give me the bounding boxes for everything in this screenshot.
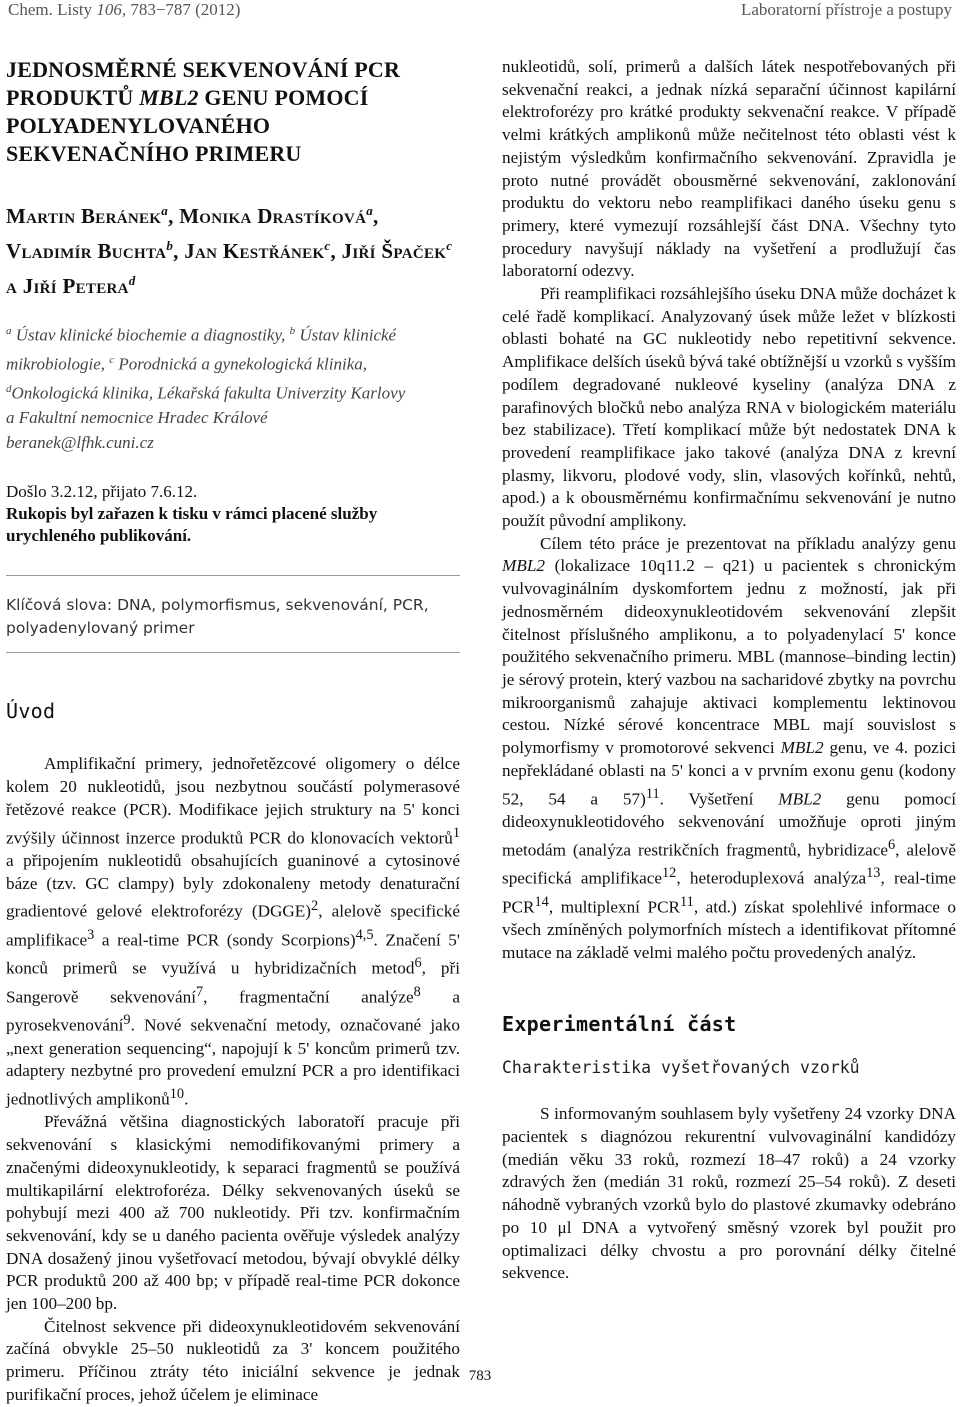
right-column (502, 56, 956, 1285)
running-header-citation (8, 0, 240, 20)
paragraph: Cílem této práce je prezentovat na příkladu analýzy genu MBL2 (lokalizace 10q11.2 – q21) u pacientek s chronickým vulvovaginálním dyskomfortem jednu z možností, jak při jednosměrném dideoxynukleotidovém sekvenování zlepšit čitelnost příslušného amplikonu, a to polyadenylací 5' konce použitého sekvenačního primeru. MBL (mannose–binding lectin) je sérový protein, který vazbou na sacharidové zbytky na povrchu mikroorganismů zahajuje aktivaci komplementu lektinovou cestou. Nízké sérové koncentrace MBL mají souvislost s polymorfismy v promotorové sekvenci MBL2 genu, ve 4. pozici nepřekládané oblasti na 5' konci a v prvním exonu genu (kodony 52, 54 a 57)$^{11}$. Vyšetření MBL2 genu pomocí dideoxynukleotidového sekvenování umožňuje oproti jiným metodám (analýza restrikčních fragmentů, hybridizace$^6$, alelově specifická amplifikace$^{12}$, heteroduplexová analýza$^{13}$, real-time PCR$^{14}$, multiplexní PCR$^{11}$, atd.) získat spolehlivé informace o všech zmíněných polymorfních místech a identifikovat přítomné mutace na základě velmi malého počtu provedených analýz. (502, 533, 956, 962)
section-heading-intro: Úvod (6, 699, 56, 724)
section-heading-experimental: Experimentální část (502, 1012, 737, 1037)
page-number: 783 (468, 1368, 492, 1384)
journal-pages: , 783−787 (2012) (121, 0, 241, 19)
author: Jan Kestřánek (184, 239, 325, 263)
author: Monika Drastíková (179, 204, 367, 228)
keywords-block (6, 575, 460, 653)
author-list: Martin Beránek$^a$, Monika Drastíková$^a$, Vladimír Buchta$^b$, Jan Kestřánek$^c$, Jiří Špaček$^c$ a Jiří Petera$^d$ (6, 203, 453, 298)
journal-volume: 106 (96, 0, 122, 19)
intro-text (6, 753, 460, 1406)
paragraph: Čitelnost sekvence při dideoxynukleotidovém sekvenování začíná obvykle 25–50 nukleotidů za 3' koncem použitého primeru. Příčinou ztráty této iniciální sekvence je jednak purifikační proces, jehož účelem je eliminace (6, 1316, 460, 1404)
article-title: JEDNOSMĚRNÉ SEKVENOVÁNÍ PCR PRODUKTŮ MBL2 GENU POMOCÍ POLYADENYLOVANÉHO SEKVENAČNÍHO PRIMERU (6, 57, 401, 166)
contact-email[interactable]: beranek@lfhk.cuni.cz (6, 432, 154, 452)
gene-name: MBL2 (139, 85, 199, 110)
paragraph: S informovaným souhlasem byly vyšetřeny 24 vzorky DNA pacientek s diagnózou rekurentní vulvovaginální kandidózy (medián věku 33 roků, rozmezí 18–47 roků) a 24 vzorky zdravých žen (medián 31 roků, rozmezí 25–54 roků). Z deseti náhodně vybraných vzorků bylo do plastové zkumavky odebráno po 10 μl DNA a vytvořený směsný vzorek byl použit pro optimalizaci délky chvostu a pro porovnání délky čitelné sekvence. (502, 1104, 956, 1283)
paragraph: Převážná většina diagnostických laboratoří pracuje při sekvenování s klasickými nemodifikovanými primery a značenými dideoxynukleotidy, k separaci fragmentů se používá multikapilární elektroforéza. Délky sekvenovaných úseků se pohybují mezi 400 až 700 nukleotidy. Při tzv. konfirmačním sekvenování, kdy se u daného pacienta ověřuje výsledek analýzy DNA dosažený jinou vyšetřovací metodou, bývají obvyklé délky PCR produktů 200 až 400 bp; v případě real-time PCR dokonce jen 100–200 bp. (6, 1112, 460, 1314)
author: Martin Beránek (6, 204, 162, 228)
publication-note: Rukopis byl zařazen k tisku v rámci placené služby urychleného publikování. (6, 504, 378, 546)
affiliations: $^a$ Ústav klinické biochemie a diagnostiky, $^b$ Ústav klinické mikrobiologie, $^c$ Porodnická a gynekologická klinika, $^d$Onkologická klinika, Lékařská fakulta Univerzity Karlovy a Fakultní nemocnice Hradec Králové beranek@lfhk.cuni.cz (6, 325, 406, 452)
author: Jiří Petera (22, 274, 129, 298)
author: Jiří Špaček (341, 239, 447, 263)
author: Vladimír Buchta (6, 239, 167, 263)
divider (6, 652, 460, 653)
author-conjunction: a (6, 274, 18, 298)
paragraph: Amplifikační primery, jednořetězcové oligomery o délce kolem 20 nukleotidů, jsou nezbytnou součástí polymerasové řetězové reakce (PCR). Modifikace jejich struktury na 5' konci zvýšily účinnost inzerce produktů PCR do klonovacích vektorů$^1$ a připojením nukleotidů obsahujících guaninové a cytosinové báze (tzv. GC clampy) byly zdokonaleny metody denaturační gradientové gelové elektroforézy (DGGE)$^2$, alelově specifické amplifikace$^3$ a real-time PCR (sondy Scorpions)$^{4,5}$. Značení 5' konců primerů se využívá u hybridizačních metod$^6$, při Sangerově sekvenování$^7$, fragmentační analýze$^8$ a pyrosekvenování$^9$. Nové sekvenační metody, označované jako „next generation sequencing“, napojují k 5' koncům primerů tzv. adaptery nezbytné pro provedení emulzní PCR a pro identifikaci jednotlivých amplikonů$^{10}$. (6, 754, 461, 1109)
received-dates: Došlo 3.2.12, přijato 7.6.12. (6, 482, 198, 502)
subsection-heading-samples: Charakteristika vyšetřovaných vzorků (502, 1058, 860, 1078)
journal-name: Chem. Listy (8, 0, 93, 19)
paragraph: Při reamplifikaci rozsáhlejšího úseku DNA může docházet k celé řadě komplikací. Analyzovaný úsek může ležet v blízkosti oblasti bohaté na GC nukleotidy nebo repetitivní sekvence. Amplifikace delších úseků bývá také obtížnější u vzorků s vyšším podílem degradované nukleové kyseliny (analýza DNA z parafinových bločků nebo analýza RNA v biologickém materiálu bez stabilizace). Třetí komplikací může být nedostatek DNA k provedení reamplifikace jako takové (analýza DNA z krevní plasmy, likvoru, plodové vody, slin, vlasových kořínků, nehtů, apod.) a k obousměrnému konfirmačnímu sekvenování je nutno použít původní amplikony. (502, 284, 956, 531)
left-column (6, 56, 460, 1407)
running-header-section: Laboratorní přístroje a postupy (740, 0, 952, 19)
keywords: Klíčová slova: DNA, polymorfismus, sekvenování, PCR, polyadenylovaný primer (6, 596, 429, 638)
paragraph: nukleotidů, solí, primerů a dalších látek nespotřebovaných při sekvenační reakci, a jednak nízká separační účinnost kapilární elektroforézy pro krátké produkty sekvenační reakce. V případě velmi krátkých amplikonů může nečitelnost této oblasti vést k nejistým výsledkům konfirmačního sekvenování. Zpravidla je proto nutné provádět obousměrné sekvenování, zaklonování produktu do vektoru nebo reamplifikaci daného úseku genu s primery, které vymezují rozsáhlejší část DNA. Všechny tyto procedury navyšují náklady na vyšetření a prodlužují čas laboratorní odezvy. (502, 57, 956, 281)
